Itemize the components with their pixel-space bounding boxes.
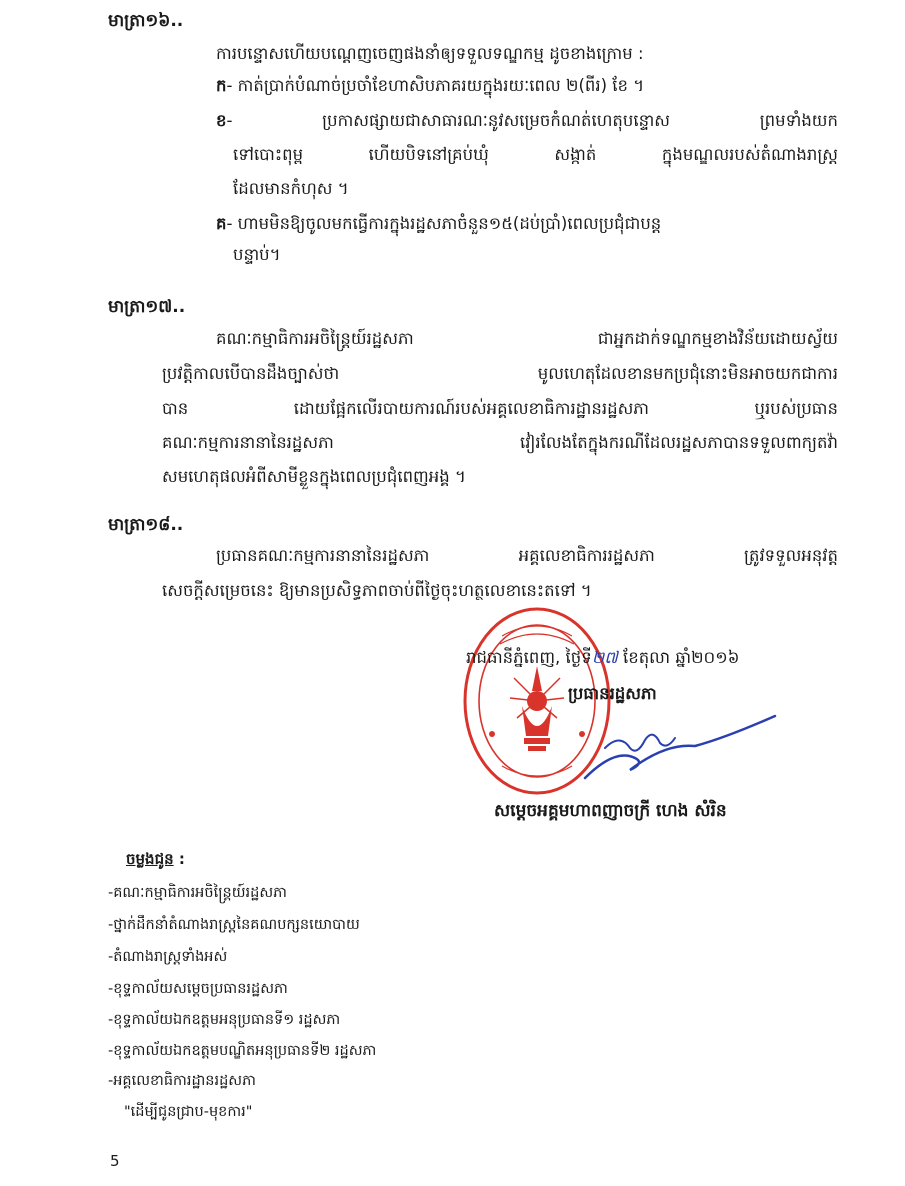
cc-item: -ខុទ្ទកាល័យសម្តេចប្រធានរដ្ឋសភា: [108, 981, 288, 997]
article-18-line-2: សេចក្តីសម្រេចនេះ ឱ្យមានប្រសិទ្ធភាពចាប់ពីថ្ងៃចុះហត្ថលេខានេះតទៅ ។: [162, 581, 592, 600]
article-16-heading: មាត្រា១៦..: [108, 11, 184, 31]
handwritten-signature: [575, 708, 795, 788]
item-marker: គ: [216, 214, 227, 233]
cc-item: -តំណាងរាស្ត្រទាំងអស់: [108, 949, 228, 965]
date-prefix: រាជធានីភ្នំពេញ, ថ្ងៃទី: [466, 648, 592, 667]
item-text: - ប្រកាសផ្សាយជាសាធារណៈនូវសម្រេចកំណត់ហេតុបន្ទោស ព្រមទាំងយក: [226, 111, 838, 130]
cc-item: -ថ្នាក់ដឹកនាំតំណាងរាស្ត្រនៃគណបក្សនយោបាយ: [108, 917, 360, 933]
cc-title: [126, 850, 185, 872]
date-suffix: ខែតុលា ឆ្នាំ២០១៦: [617, 648, 740, 667]
cc-item: -អគ្គលេខាធិការដ្ឋានរដ្ឋសភា: [108, 1073, 256, 1089]
item-marker: ក: [216, 76, 227, 95]
item-text: - ហាមមិនឱ្យចូលមកធ្វើការក្នុងរដ្ឋសភាចំនួន១៥(ដប់ប្រាំ)ពេលប្រជុំជាបន្ត: [226, 214, 662, 233]
article-18-line-1: ប្រធានគណៈកម្មការនានានៃរដ្ឋសភា អគ្គលេខាធិការរដ្ឋសភា ត្រូវទទួលអនុវត្ត: [216, 546, 838, 565]
article-17-heading: មាត្រា១៧..: [108, 297, 186, 317]
article-17-line-1: គណៈកម្មាធិការអចិន្ត្រៃយ៍រដ្ឋសភា ជាអ្នកដាក់ទណ្ឌកម្មខាងវិន័យដោយស្វ័យ: [216, 329, 838, 348]
signatory-name: សម្តេចអគ្គមហាពញាចក្រី ហេង សំរិន: [494, 801, 727, 821]
signatory-title: ប្រធានរដ្ឋសភា: [568, 684, 657, 703]
article-16-item-a: [216, 76, 644, 100]
article-17-line-3: បាន ដោយផ្អែកលើរបាយការណ៍របស់អគ្គលេខាធិការដ្ឋានរដ្ឋសភា ឬរបស់ប្រធាន: [162, 399, 838, 418]
cc-title-suffix: :: [173, 850, 185, 868]
item-text: - កាត់ប្រាក់បំណាច់ប្រចាំខែហាសិបភាគរយក្នុងរយៈពេល ២(ពីរ) ខែ ។: [226, 76, 645, 95]
article-16-item-c-line-1: [216, 214, 661, 238]
cc-item: -ខុទ្ទកាល័យឯកឧត្តមអនុប្រធានទី១ រដ្ឋសភា: [108, 1012, 341, 1028]
article-17-line-5: សមហេតុផលអំពីសាមីខ្លួនក្នុងពេលប្រជុំពេញអង្គ ។: [162, 467, 466, 486]
article-17-line-2: ប្រវត្តិកាលបើបានដឹងច្បាស់ថា មូលហេតុដែលខានមកប្រជុំនោះមិនអាចយកជាការ: [162, 364, 838, 383]
article-16-item-b-line-3: ដែលមានកំហុស ។: [233, 179, 349, 198]
article-17-line-4: គណៈកម្មការនានានៃរដ្ឋសភា វៀរលែងតែក្នុងករណីដែលរដ្ឋសភាបានទទួលពាក្យតវ៉ា: [162, 433, 838, 452]
cc-title-label: ចម្លងជូន: [126, 850, 174, 868]
article-16-item-b-line-2: ទៅបោះពុម្ព ហើយបិទនៅគ្រប់ឃុំ សង្កាត់ ក្នុងមណ្ឌលរបស់តំណាងរាស្ត្រ: [233, 145, 838, 164]
cc-note: "ដើម្បីជូនជ្រាប-មុខការ": [124, 1104, 253, 1120]
signature-date: [466, 648, 739, 672]
article-16-item-b-line-1: [216, 111, 838, 135]
date-day-handwritten: ២៧: [591, 648, 618, 667]
page-number: 5: [110, 1152, 120, 1170]
article-18-heading: មាត្រា១៨..: [108, 515, 184, 535]
article-16-item-c-line-2: បន្ទាប់។: [233, 245, 281, 264]
item-marker: ខ: [216, 111, 227, 130]
cc-item: -ខុទ្ទកាល័យឯកឧត្តមបណ្ឌិតអនុប្រធានទី២ រដ្ឋសភា: [108, 1043, 377, 1059]
article-16-intro: ការបន្ទោសហើយបណ្តេញចេញផងនាំឲ្យទទួលទណ្ឌកម្ម ដូចខាងក្រោម :: [216, 44, 644, 63]
cc-item: -គណៈកម្មាធិការអចិន្ត្រៃយ៍រដ្ឋសភា: [108, 885, 287, 901]
